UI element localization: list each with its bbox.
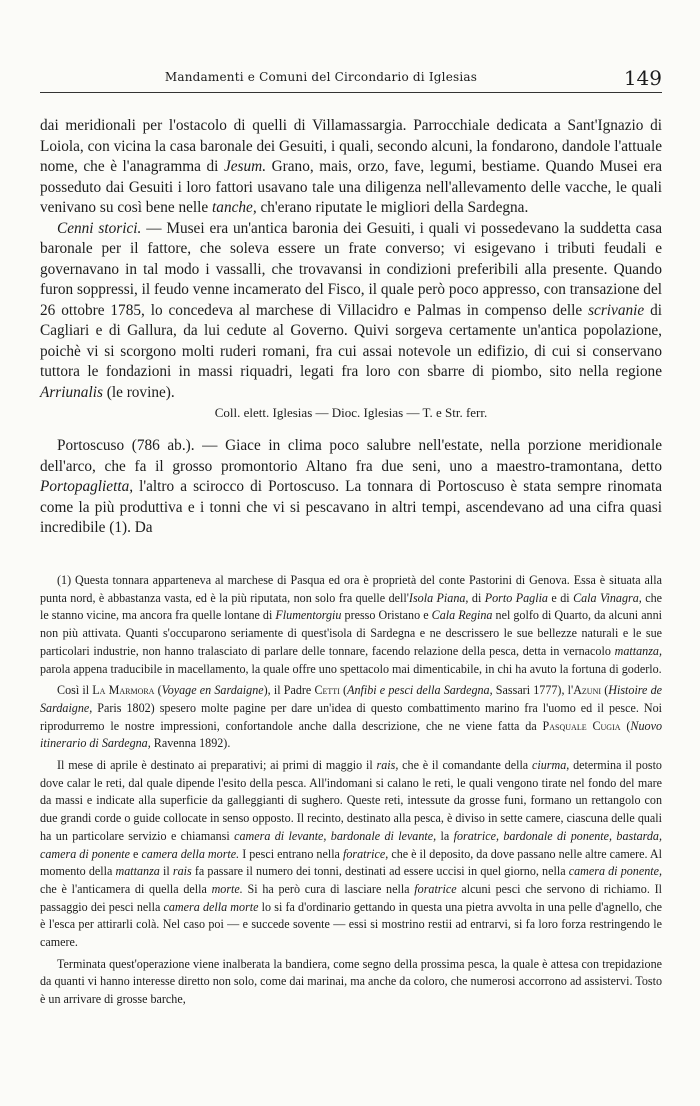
text-run: Il mese di aprile è destinato ai preparativi; ai primi di maggio il — [57, 758, 377, 773]
book-title: Histoire de Sardaigne, — [40, 683, 663, 715]
text-run-italic: foratrice, — [342, 846, 389, 861]
page-header — [40, 66, 662, 90]
text-run-italic: mattanza — [115, 864, 160, 879]
text-run-italic: morte. — [211, 881, 243, 896]
text-run: il — [159, 864, 173, 879]
footnotes — [40, 572, 662, 1009]
text-run: di Cagliari e di Gallura, da lui cedute al Governo. Quivi sorgeva certamente un'antica popolazione, poichè vi si scorgono molti ruderi romani, fra cui assai notevole un edifizio, di cui si conservano tuttora le fondazioni in massi riquadri, legati fra loro con sbarre di piombo, sito nella regione — [40, 301, 662, 380]
text-run-italic: rais — [172, 864, 192, 879]
author-name: Azuni — [573, 683, 602, 698]
author-name: Cetti — [314, 683, 340, 698]
text-run: Paris 1802) spesero molte pagine per dare un'idea di questo combattimento marino fra l'uomo ed il pesce. Noi riprodurremo le nostre impressioni, confortandole anche dalla descrizione, che ne viene fatta da — [40, 700, 662, 733]
text-run-italic: foratrice — [414, 881, 457, 896]
text-run: Grano, mais, orzo, fave, legumi, bestiame. Quando Musei era posseduto dai Gesuiti i loro fattori usavano tale una diligenza nell'allevamento delle vacche, le quali venivano su così bene nelle — [40, 158, 662, 216]
text-run: (le rovine). — [102, 383, 175, 401]
text-run-italic: scrivanie — [588, 301, 645, 319]
text-run-italic: foratrice, bardonale di ponente, bastarda, camera di ponente — [40, 828, 662, 861]
paragraph-musei-description — [40, 116, 662, 219]
electoral-info-line: Coll. elett. Iglesias — Dioc. Iglesias — T. e Str. ferr. — [214, 405, 488, 420]
text-run: fa passare il numero dei tonni, destinati ad essere uccisi in quel giorno, nella — [191, 864, 569, 879]
author-name: La Marmora — [92, 683, 155, 698]
text-run-italic: mattanza, — [614, 643, 662, 658]
text-run-italic: Isola Piana, — [408, 590, 469, 605]
book-title: Nuovo itinerario di Sardegna, — [40, 718, 662, 751]
text-run: Sassari 1777), l' — [492, 683, 574, 698]
text-run-italic: Cala Vinagra, — [573, 590, 642, 605]
text-run: e di — [547, 590, 574, 605]
text-run: ch'erano riputate le migliori della Sardegna. — [256, 199, 529, 216]
text-run: Terminata quest'operazione viene inalberata la bandiera, come segno della prossima pesca, la quale è attesa con trepidazione da quanti vi hanno interesse diretto non solo, come dai marinai, ma anche da coloro, che numerosi accorrono ad assistervi. Tosto è un arrivare di grosse barche, — [40, 956, 662, 1007]
text-run: ( — [339, 683, 348, 698]
running-title: Mandamenti e Comuni del Circondario di Iglesias — [164, 70, 478, 84]
text-run-italic: Cala Regina — [431, 608, 493, 623]
book-title: Anfibi e pesci della Sardegna, — [347, 683, 493, 698]
text-run: che è il comandante della — [398, 758, 532, 773]
author-name: Pasquale Cugia — [542, 718, 621, 733]
footnote-paragraph-sources — [40, 682, 662, 753]
text-run: che le stanno vicine, ma ancora fra quelle lontane di — [40, 590, 663, 623]
text-run-italic: camera di ponente, — [568, 864, 662, 879]
text-run: che è l'anticamera di quella della — [40, 881, 212, 896]
text-run-italic: rais, — [376, 758, 399, 773]
text-run-italic: ciurma, — [531, 758, 570, 773]
text-run: nel golfo di Quarto, da alcuni anni non più attivata. Quanti s'occuparono seriamente di quest'isola di Sardegna e ne descrissero le sue bellezze naturali e le sue particolari industrie, non hanno tralasciato di parlare delle tonnare, facendo relazione della pesca, detta in vernacolo — [40, 608, 663, 658]
text-run: ( — [601, 683, 609, 698]
footnote-1 — [40, 572, 662, 678]
text-run-italic: Flumentorgiu — [275, 608, 342, 623]
text-run: ( — [154, 683, 162, 698]
text-run-italic: Arriunalis — [40, 383, 103, 401]
text-run: Ravenna 1892). — [150, 736, 231, 751]
text-run: che è il deposito, da dove passano nelle altre camere. Al momento della — [40, 846, 662, 879]
paragraph-portoscuso — [40, 436, 662, 539]
header-rule — [40, 92, 662, 93]
text-run: lo si fa d'ordinario gettando in questa una pietra avvolta in una pelle d'agnello, che è l'esca per attirarli colà. Nel caso poi — e succede sovente — essi si mostrino restii ad entrarvi, si fa loro forza restringendo le camere. — [40, 899, 663, 950]
text-run: ( — [620, 718, 631, 733]
text-run: (1) Questa tonnara apparteneva al marchese di Pasqua ed ora è proprietà del conte Pastorini di Genova. Essa è situata alla punta nord, è abbastanza vasta, ed è la più riputata, non solo fra quelle dell' — [40, 573, 662, 605]
text-run: dai meridionali per l'ostacolo di quelli di Villamassargia. Parrocchiale dedicata a Sant'Ignazio di Loiola, con vicina la casa baronale dei Gesuiti, i quali, secondo alcuni, la fondarono, dandole l'attuale nome, che è l'anagramma di — [40, 117, 662, 175]
text-run: Così il — [57, 683, 93, 698]
text-run: e — [130, 846, 142, 861]
book-title: Voyage en Sardaigne — [161, 683, 264, 698]
text-run: — Musei era un'antica baronia dei Gesuiti, i quali vi possedevano la suddetta casa baronale per il fattore, che soleva essere un frate converso; vi esigevano i tributi feudali e governavano in tal modo i vassalli, che trovavansi in condizioni preferibili alla presente. Quando furon soppressi, il feudo venne incamerato del Fisco, il quale però poco appresso, con transazione del 26 ottobre 1785, lo concedeva al marchese di Villacidro e Palmas in compenso delle — [40, 219, 662, 319]
text-run: ), il Padre — [263, 683, 315, 698]
text-run: alcuni pesci che servono di richiamo. Il passaggio dei pesci nella — [40, 881, 662, 914]
footnote-paragraph-mattanza — [40, 757, 662, 952]
text-run-italic: camera di levante, bardonale di levante, — [234, 828, 437, 843]
text-run-italic: camera della morte — [163, 899, 259, 914]
text-run-italic: Jesum. — [223, 158, 267, 175]
page-number: 149 — [623, 66, 662, 90]
text-run: Portoscuso (786 ab.). — Giace in clima poco salubre nell'estate, nella porzione meridionale dell'arco, che fa il grosso promontorio Altano fra due seni, uno a maestro-tramontana, detto — [40, 437, 662, 475]
text-run-italic: camera della morte. — [141, 846, 240, 861]
paragraph-cenni-storici — [40, 219, 662, 404]
text-run: determina il posto dove calar le reti, dal quale dipende l'esito della pesca. All'indomani si calano le reti, le quali vengono tirate nel fondo del mare da massi e indicate alla superficie da galleggianti di sughero. Queste reti, intessute da grosse funi, formano un rettangolo con due grandi corde o guide collocate in senso opposto. Il recinto, destinato alla pesca, è diviso in sette camere, ciascuna delle quali ha un particolare servizio e chiamansi — [40, 758, 662, 843]
text-run: l'altro a scirocco di Portoscuso. La tonnara di Portoscuso è stata sempre rinomata come la più produttiva e i tonni che vi si pescavano in altri tempi, ascendevano ad una cifra quasi incredibile (1). Da — [40, 478, 662, 536]
text-run: di — [468, 590, 485, 605]
text-run-italic: Portopaglietta, — [40, 478, 134, 495]
text-run: parola appena traducibile in macellamento, la quale offre uno spettacolo mai dimenticabile, in chi ha avuto la fortuna di goderlo. — [40, 661, 662, 676]
text-run: I pesci entrano nella — [239, 846, 343, 861]
main-text — [40, 116, 662, 539]
text-run: presso Oristano e — [341, 608, 432, 623]
text-run: Si ha però cura di lasciare nella — [242, 881, 415, 896]
section-label: Cenni storici. — [57, 219, 142, 237]
text-run-italic: Porto Paglia — [484, 590, 548, 605]
text-run-italic: tanche, — [212, 199, 257, 216]
text-run: la — [436, 828, 454, 843]
footnote-paragraph-bandiera — [40, 956, 662, 1009]
